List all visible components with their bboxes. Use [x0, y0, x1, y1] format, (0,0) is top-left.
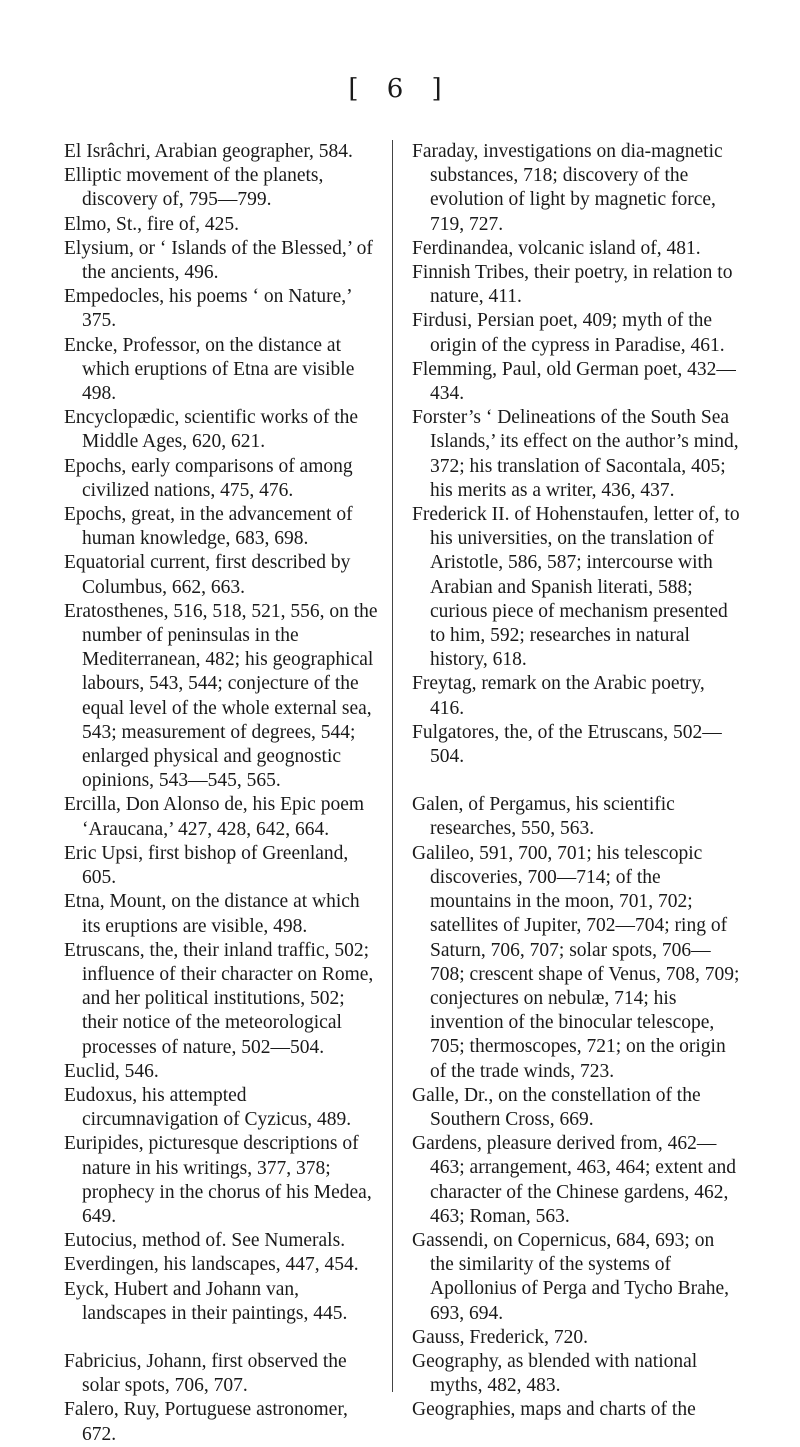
index-entry: Gassendi, on Copernicus, 684, 693; on the similarity of the systems of Apollonius of Perga and Tycho Brahe, 693, 694.	[412, 1229, 730, 1324]
index-entry: Encyclopædic, scientific works of the Middle Ages, 620, 621.	[64, 407, 359, 453]
index-entry: Euclid, 546.	[64, 1060, 159, 1082]
page-number: [ 6 ]	[348, 74, 452, 104]
index-entry: Elliptic movement of the planets, discovery of, 795—799.	[64, 165, 324, 211]
index-entry: Galle, Dr., on the constellation of the Southern Cross, 669.	[412, 1084, 701, 1130]
index-entry: Equatorial current, first described by Columbus, 662, 663.	[64, 552, 351, 598]
index-entry: Empedocles, his poems ‘ on Nature,’ 375.	[64, 286, 352, 332]
index-entry: Ercilla, Don Alonso de, his Epic poem ‘Araucana,’ 427, 428, 642, 664.	[64, 794, 365, 840]
index-column-right	[412, 140, 742, 1423]
index-entry: Eutocius, method of. See Numerals.	[64, 1230, 346, 1252]
index-entry: Forster’s ‘ Delineations of the South Sea Islands,’ its effect on the author’s mind, 372; his translation of Sacontala, 405; his merits as a writer, 436, 437.	[412, 407, 739, 501]
index-entry: Epochs, early comparisons of among civilized nations, 475, 476.	[64, 455, 353, 501]
index-entry: Galen, of Pergamus, his scientific researches, 550, 563.	[412, 794, 675, 840]
index-entry: Euripides, picturesque descriptions of nature in his writings, 377, 378; prophecy in the chorus of his Medea, 649.	[64, 1133, 372, 1227]
index-entry: Elysium, or ‘ Islands of the Blessed,’ of the ancients, 496.	[64, 237, 373, 284]
index-entry: Galileo, 591, 700, 701; his telescopic discoveries, 700—714; of the mountains in the moon, 701, 702; satellites of Jupiter, 702—704; ring of Saturn, 706, 707; solar spots, 706—708; crescent shape of Venus, 708, 709; conjectures on nebulæ, 714; his invention of the binocular telescope, 705; thermoscopes, 721; on the origin of the trade winds, 723.	[412, 842, 740, 1082]
index-entry: Gardens, pleasure derived from, 462—463; arrangement, 463, 464; extent and character of the Chinese gardens, 462, 463; Roman, 563.	[412, 1133, 736, 1227]
index-entry: Epochs, great, in the advancement of human knowledge, 683, 698.	[64, 504, 353, 550]
index-entry: Firdusi, Persian poet, 409; myth of the origin of the cypress in Paradise, 461.	[412, 310, 725, 356]
index-entry: Eudoxus, his attempted circumnavigation of Cyzicus, 489.	[64, 1084, 352, 1131]
index-entry: Faraday, investigations on dia-magnetic substances, 718; discovery of the evolution of light by magnetic force, 719, 727.	[412, 141, 723, 235]
index-entry: Eric Upsi, first bishop of Greenland, 605.	[64, 842, 349, 889]
index-entry: Everdingen, his landscapes, 447, 454.	[64, 1254, 359, 1276]
index-entry: Finnish Tribes, their poetry, in relation to nature, 411.	[412, 262, 733, 308]
index-entry: Flemming, Paul, old German poet, 432—434.	[412, 358, 736, 405]
index-column-left	[64, 140, 382, 1447]
column-divider	[392, 140, 393, 1392]
index-entry: Falero, Ruy, Portuguese astronomer, 672.	[64, 1399, 348, 1445]
index-entry: Geography, as blended with national myths, 482, 483.	[412, 1350, 698, 1397]
index-entry: Etruscans, the, their inland traffic, 502; influence of their character on Rome, and her political institutions, 502; their notice of the meteorological processes of nature, 502—504.	[64, 939, 374, 1058]
index-entry: Fulgatores, the, of the Etruscans, 502—504.	[412, 721, 722, 768]
index-entry: El Isrâchri, Arabian geographer, 584.	[64, 141, 353, 162]
index-entry: Geographies, maps and charts of the	[412, 1399, 696, 1421]
index-entry: Encke, Professor, on the distance at which eruptions of Etna are visible 498.	[64, 334, 355, 405]
index-entry: Eratosthenes, 516, 518, 521, 556, on the number of peninsulas in the Mediterranean, 482; his geographical labours, 543, 544; conjecture of the equal level of the whole external sea, 543; measurement of degrees, 544; enlarged physical and geognostic opinions, 543—545, 565.	[64, 600, 378, 792]
index-entry: Ferdinandea, volcanic island of, 481.	[412, 237, 701, 259]
index-entry: Freytag, remark on the Arabic poetry, 416.	[412, 673, 705, 719]
index-entry: Eyck, Hubert and Johann van, landscapes in their paintings, 445.	[64, 1278, 348, 1324]
index-entry: Frederick II. of Hohenstaufen, letter of, to his universities, on the translation of Aristotle, 586, 587; intercourse with Arabian and Spanish literati, 588; curious piece of mechanism presented to him, 592; researches in natural history, 618.	[412, 504, 740, 671]
index-entry: Elmo, St., fire of, 425.	[64, 213, 239, 235]
index-entry: Etna, Mount, on the distance at which its eruptions are visible, 498.	[64, 891, 360, 937]
index-entry: Gauss, Frederick, 720.	[412, 1326, 589, 1348]
index-entry: Fabricius, Johann, first observed the solar spots, 706, 707.	[64, 1350, 347, 1397]
